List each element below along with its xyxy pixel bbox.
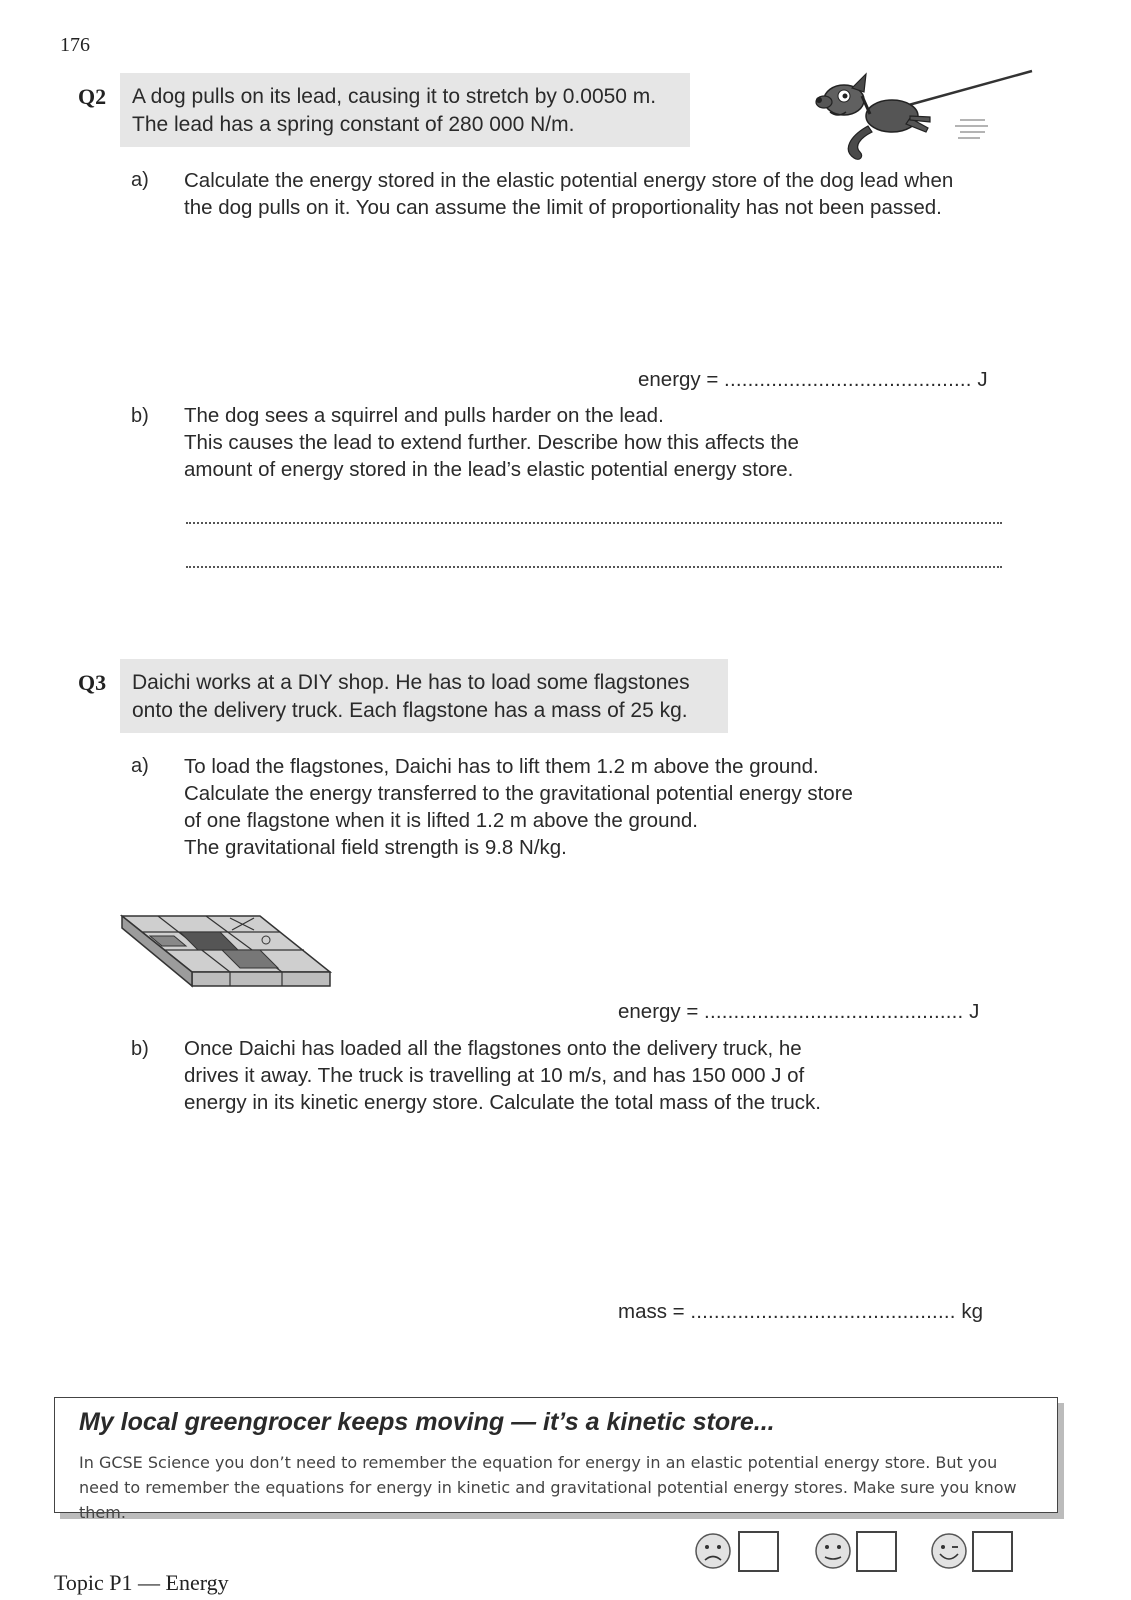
q2b-answer-line-2[interactable]: [186, 566, 1002, 568]
q3b-answer-unit: kg: [961, 1300, 984, 1323]
footer-topic: Topic P1 — Energy: [54, 1570, 229, 1595]
q3b-line1: Once Daichi has loaded all the flagstones onto the delivery truck, he: [184, 1037, 802, 1060]
q3b-letter: b): [131, 1038, 149, 1060]
q2a-answer-field[interactable]: ..........................................: [724, 368, 972, 391]
q3a-answer-label: energy =: [618, 1000, 705, 1023]
q3a-letter: a): [131, 755, 149, 777]
confidence-checkbox-high[interactable]: [972, 1531, 1013, 1572]
page-number: 176: [60, 34, 90, 56]
flagstones-illustration: [120, 912, 334, 992]
q2a-answer-unit: J: [977, 368, 988, 391]
q3b-answer-label: mass =: [618, 1300, 691, 1323]
tip-box: [54, 1397, 1058, 1522]
q3a-line1: To load the flagstones, Daichi has to lift them 1.2 m above the ground.: [184, 755, 819, 778]
q2b-line2: This causes the lead to extend further. Describe how this affects the: [184, 431, 799, 454]
q3a-answer-unit: J: [969, 1000, 980, 1023]
q3a-answer-line: [618, 1000, 979, 1024]
q3a-line2: Calculate the energy transferred to the gravitational potential energy store: [184, 782, 853, 805]
happy-face-icon: [930, 1532, 968, 1570]
q3-intro-line1: Daichi works at a DIY shop. He has to load some flagstones: [132, 671, 690, 694]
q3-intro-line2: onto the delivery truck. Each flagstone has a mass of 25 kg.: [132, 699, 688, 722]
q3-intro-box: [120, 659, 728, 733]
dog-pulling-lead-illustration: [810, 66, 1040, 166]
q2b-line1: The dog sees a squirrel and pulls harder on the lead.: [184, 404, 664, 427]
q3b-answer-line: [618, 1300, 983, 1324]
q2-intro-line1: A dog pulls on its lead, causing it to stretch by 0.0050 m.: [132, 85, 657, 108]
sad-face-icon: [694, 1532, 732, 1570]
q2-intro-line2: The lead has a spring constant of 280 000 N/m.: [132, 113, 575, 136]
q2a-answer-line: [638, 368, 988, 392]
q2b-letter: b): [131, 405, 149, 427]
q3a-line4: The gravitational field strength is 9.8 N/kg.: [184, 836, 567, 859]
q2a-question: [184, 167, 1064, 221]
q3a-answer-field[interactable]: ............................................: [704, 1000, 964, 1023]
q2b-question: [184, 402, 1064, 483]
q3a-line3: of one flagstone when it is lifted 1.2 m above the ground.: [184, 809, 698, 832]
q2a-answer-label: energy =: [638, 368, 725, 391]
q3-label: Q3: [78, 670, 107, 695]
tip-heading: My local greengrocer keeps moving — it’s a kinetic store...: [79, 1408, 775, 1436]
confidence-checkbox-medium[interactable]: [856, 1531, 897, 1572]
q3b-line2: drives it away. The truck is travelling at 10 m/s, and has 150 000 J of: [184, 1064, 805, 1087]
q2b-line3: amount of energy stored in the lead’s elastic potential energy store.: [184, 458, 794, 481]
q2a-letter: a): [131, 169, 149, 191]
neutral-face-icon: [814, 1532, 852, 1570]
confidence-checkbox-low[interactable]: [738, 1531, 779, 1572]
q3b-answer-field[interactable]: .............................................: [690, 1300, 956, 1323]
q2b-answer-line-1[interactable]: [186, 522, 1002, 524]
q2-intro-box: [120, 73, 690, 147]
q2a-line2: the dog pulls on it. You can assume the limit of proportionality has not been passed.: [184, 196, 942, 219]
q3b-line3: energy in its kinetic energy store. Calculate the total mass of the truck.: [184, 1091, 821, 1114]
q3b-question: [184, 1035, 1064, 1116]
q3a-question: [184, 753, 1064, 861]
q2-label: Q2: [78, 84, 107, 109]
tip-body: In GCSE Science you don’t need to remember the equation for energy in an elastic potential energy store. But you need to remember the equations for energy in kinetic and gravitational potential energy stores. Make sure you know them.: [79, 1453, 1017, 1522]
q2a-line1: Calculate the energy stored in the elastic potential energy store of the dog lead when: [184, 169, 954, 192]
